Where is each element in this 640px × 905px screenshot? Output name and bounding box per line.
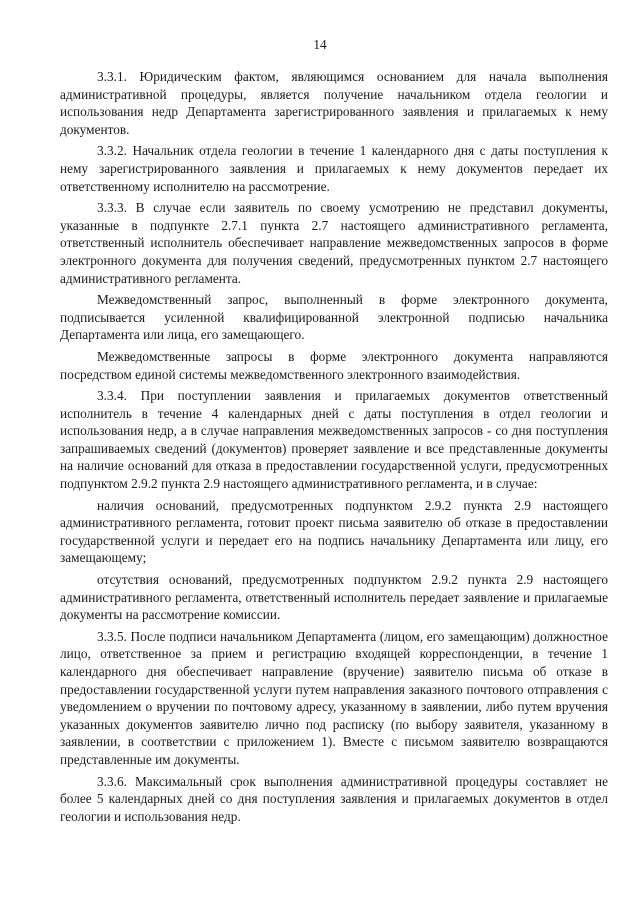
paragraph-grounds-present: наличия оснований, предусмотренных подпунктом 2.9.2 пункта 2.9 настоящего административного регламента, готовит проект письма заявителю об отказе в предоставлении государственной услуги и передает его на подпись начальнику Департамента или лицу, его замещающему; bbox=[60, 497, 608, 566]
paragraph-3-3-6: 3.3.6. Максимальный срок выполнения административной процедуры составляет не более 5 календарных дней со дня поступления заявления и прилагаемых документов в отдел геологии и использования недр. bbox=[60, 773, 608, 824]
paragraph-3-3-5: 3.3.5. После подписи начальником Департамента (лицом, его замещающим) должностное лицо, ответственное за прием и регистрацию входящей корреспонденции, в течение 1 календарного дня обеспечивает направление (вручение) заявителю письма об отказе в предоставлении государственной услуги путем направления заказного почтового отправления с уведомлением о вручении по почтовому адресу, указанному в заявлении, либо путем вручения указанных документов заявителю лично под расписку (по выбору заявителя, указанному в заявлении, в соответствии с приложением 1). Вместе с письмом заявителю возвращаются представленные им документы. bbox=[60, 628, 608, 767]
paragraph-3-3-2: 3.3.2. Начальник отдела геологии в течение 1 календарного дня с даты поступления к нему зарегистрированного заявления и прилагаемых к нему документов передает их ответственному исполнителю на рассмотрение. bbox=[60, 143, 608, 194]
paragraph-3-3-1: 3.3.1. Юридическим фактом, являющимся основанием для начала выполнения административной процедуры, является получение начальником отдела геологии и использования недр Департамента зарегистрированного заявления и прилагаемых к нему документов. bbox=[60, 69, 608, 137]
paragraph-3-3-3: 3.3.3. В случае если заявитель по своему усмотрению не представил документы, указанные в подпункте 2.7.1 пункта 2.7 настоящего административного регламента, ответственный исполнитель обеспечивает направление межведомственных запросов в форме электронного документа для получения сведений, предусмотренных пунктом 2.7 настоящего административного регламента. bbox=[60, 200, 608, 286]
paragraph-interagency-request-signature: Межведомственный запрос, выполненный в форме электронного документа, подписывается усиленной квалифицированной электронной подписью начальника Департамента или лица, его замещающего. bbox=[60, 292, 608, 343]
page-number: 14 bbox=[313, 37, 327, 52]
paragraph-interagency-request-channel: Межведомственные запросы в форме электронного документа направляются посредством единой системы межведомственного электронного взаимодействия. bbox=[60, 348, 608, 382]
document-body bbox=[60, 68, 608, 829]
paragraph-grounds-absent: отсутствия оснований, предусмотренных подпунктом 2.9.2 пункта 2.9 настоящего административного регламента, ответственный исполнитель передает заявление и прилагаемые документы на рассмотрение комиссии. bbox=[60, 572, 608, 623]
paragraph-3-3-4: 3.3.4. При поступлении заявления и прилагаемых документов ответственный исполнитель в течение 4 календарных дней с даты поступления в отдел геологии и использования недр, а в случае направления межведомственных запросов - со дня поступления запрашиваемых сведений (документов) проверяет заявление и все представленные документы на наличие оснований для отказа в предоставлении государственной услуги, предусмотренных подпунктом 2.9.2 пункта 2.9 настоящего административного регламента, и в случае: bbox=[60, 388, 608, 492]
